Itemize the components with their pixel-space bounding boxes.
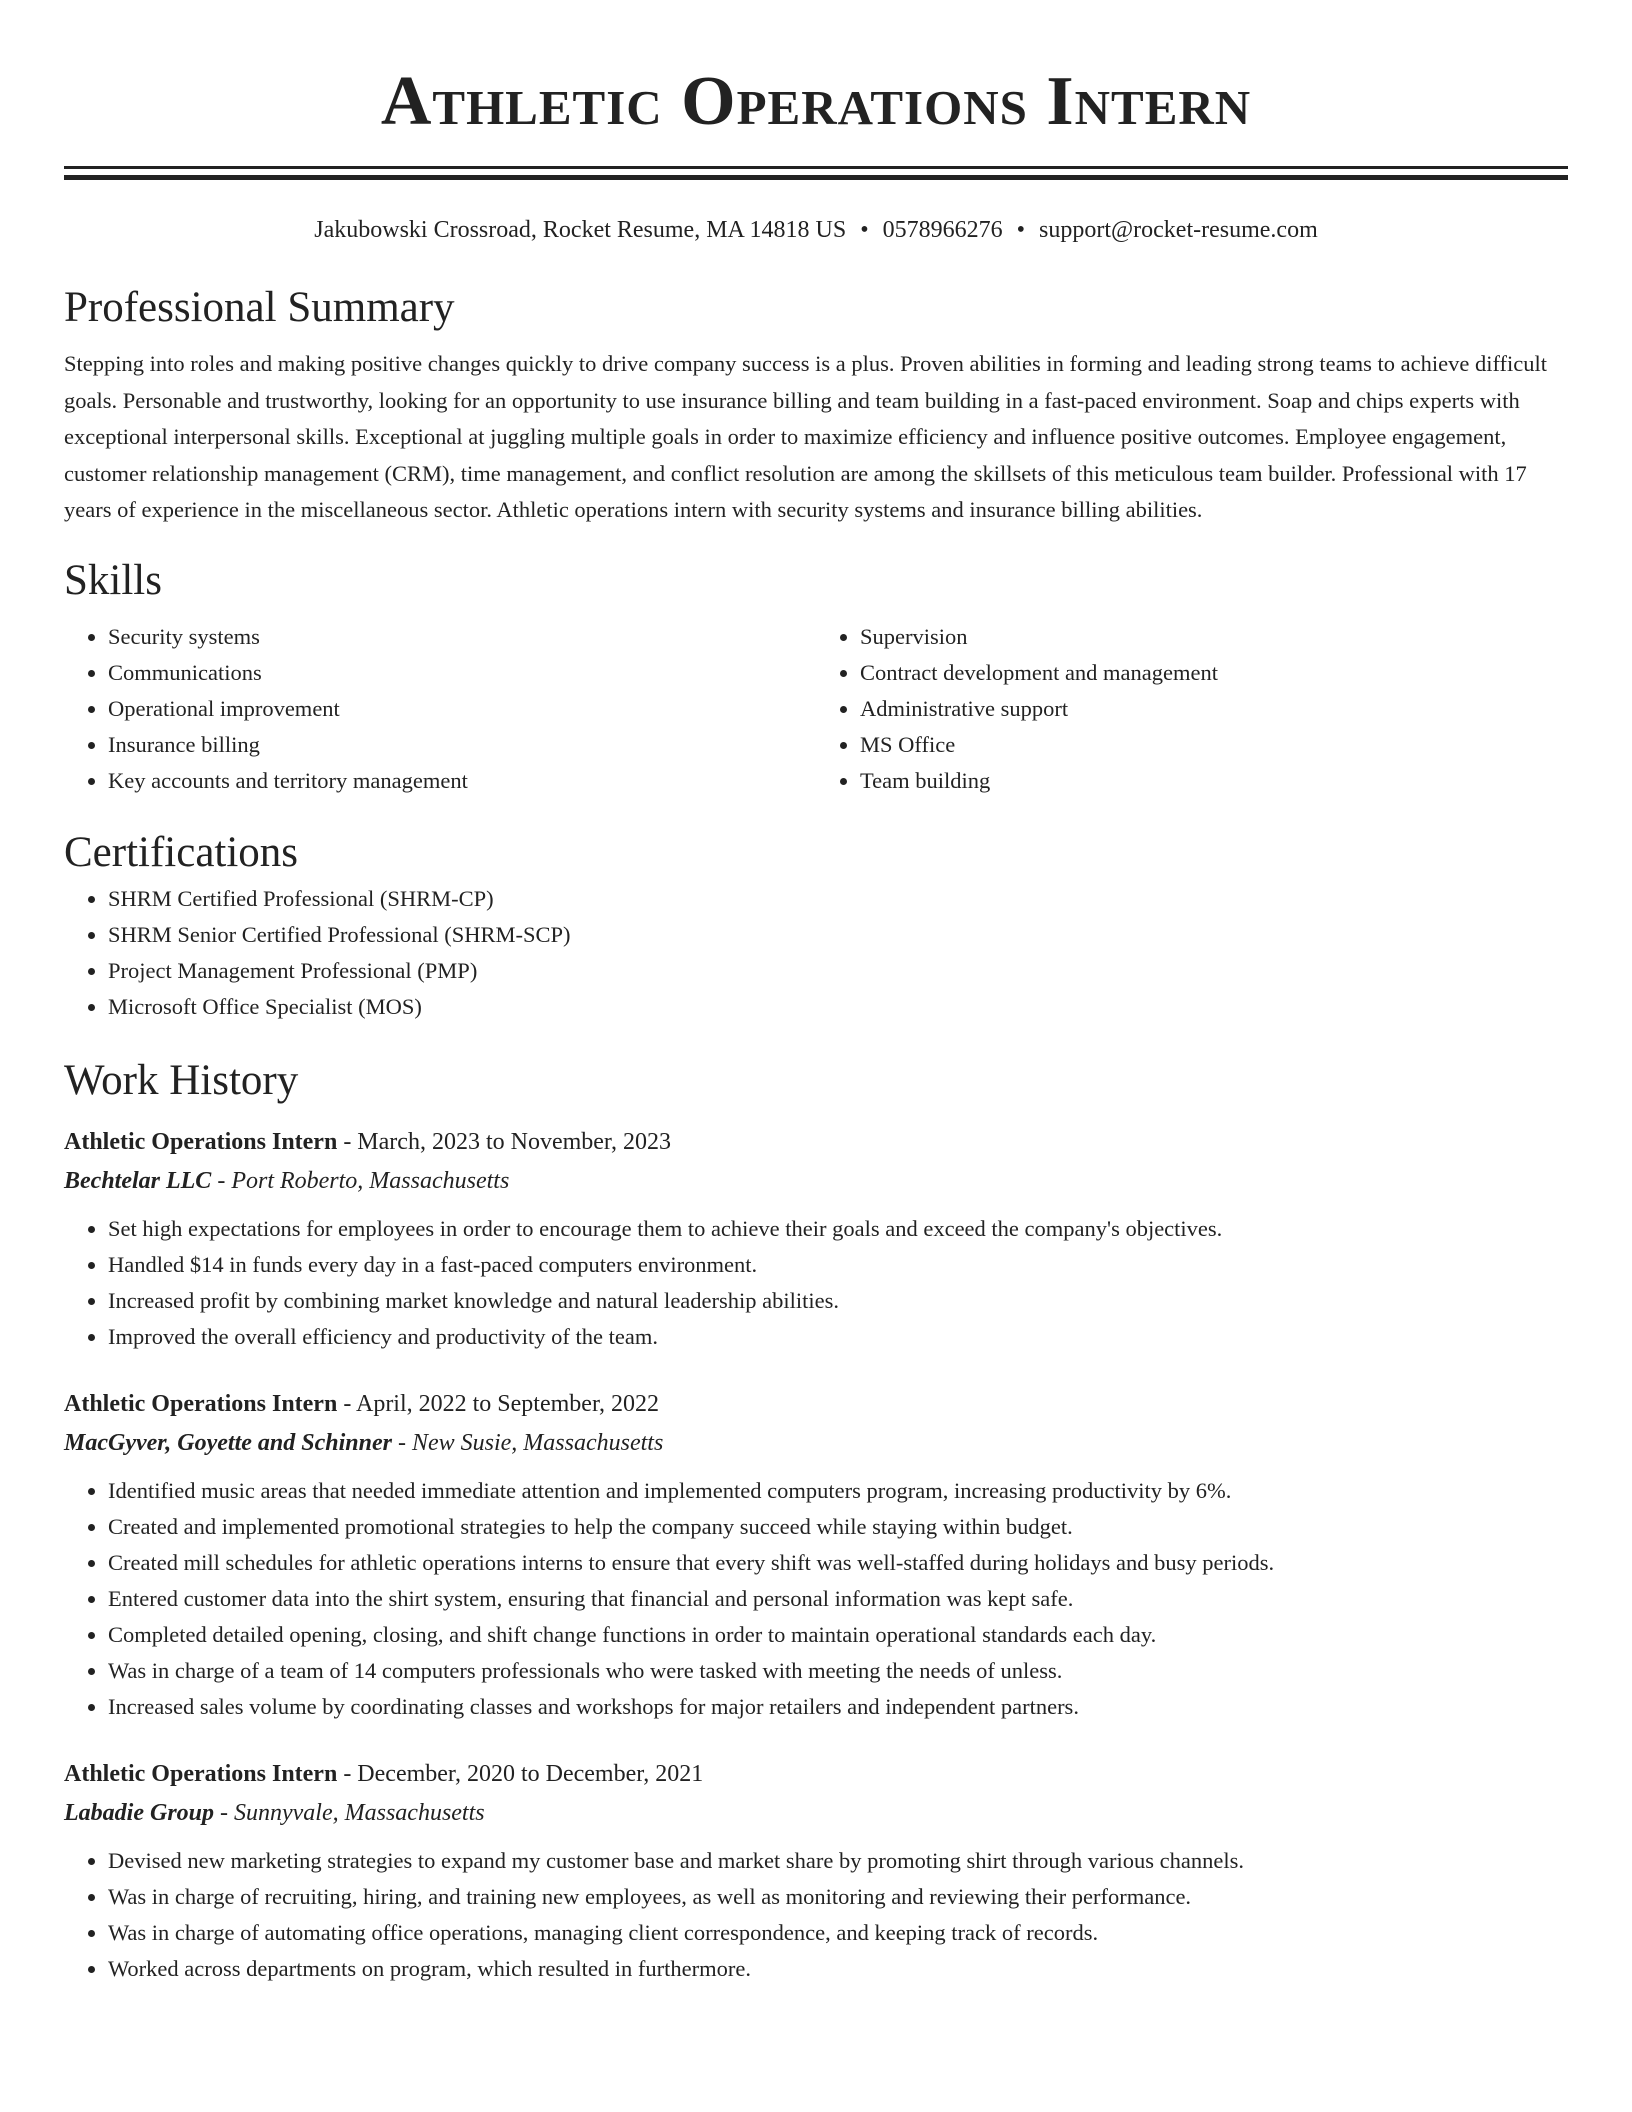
job-bullets (64, 1843, 1568, 1987)
job-dates: - December, 2020 to December, 2021 (337, 1760, 704, 1787)
job-entry (64, 1123, 1568, 1355)
summary-text: Stepping into roles and making positive changes quickly to drive company success is a plus. Proven abilities in forming and leading strong teams to achieve difficult goals. Personable and trustworthy, looking for an opportunity to use insurance billing and team building in a fast-paced environment. Soap and chips experts with exceptional interpersonal skills. Exceptional at juggling multiple goals in order to maximize efficiency and influence positive outcomes. Employee engagement, customer relationship management (CRM), time management, and conflict resolution are among the skillsets of this meticulous team builder. Professional with 17 years of experience in the miscellaneous sector. Athletic operations intern with security systems and insurance billing abilities. (64, 351, 1548, 522)
job-company: Labadie Group (64, 1799, 214, 1826)
skill-item: • Insurance billing (108, 727, 816, 763)
job-employer (64, 1161, 1568, 1201)
certification-item: • SHRM Certified Professional (SHRM-CP) (108, 881, 1568, 917)
skill-item: • Supervision (860, 619, 1568, 655)
job-employer (64, 1793, 1568, 1833)
contact-address: Jakubowski Crossroad, Rocket Resume, MA 14818 US (314, 217, 847, 243)
job-company: MacGyver, Goyette and Schinner (64, 1429, 392, 1456)
contact-phone: 0578966276 (882, 217, 1003, 243)
skills-list-right (816, 619, 1568, 799)
job-dates: - March, 2023 to November, 2023 (337, 1128, 671, 1155)
job-employer (64, 1423, 1568, 1463)
skill-item: • Security systems (108, 619, 816, 655)
skill-item: • MS Office (860, 727, 1568, 763)
certification-item: • Microsoft Office Specialist (MOS) (108, 989, 1568, 1025)
job-bullet: • Was in charge of automating office operations, managing client correspondence, and keeping track of records. (108, 1915, 1568, 1951)
skill-item: • Administrative support (860, 691, 1568, 727)
job-bullets (64, 1211, 1568, 1355)
title-divider-thin (64, 166, 1568, 169)
job-company: Bechtelar LLC (64, 1167, 212, 1194)
job-bullets (64, 1473, 1568, 1725)
job-location: - New Susie, Massachusetts (391, 1429, 664, 1456)
contact-line (64, 214, 1568, 246)
skill-item: • Contract development and management (860, 655, 1568, 691)
job-dates: - April, 2022 to September, 2022 (337, 1390, 659, 1417)
skill-item: • Key accounts and territory management (108, 763, 816, 799)
job-bullet: • Completed detailed opening, closing, and shift change functions in order to maintain operational standards each day. (108, 1617, 1568, 1653)
certification-item: • SHRM Senior Certified Professional (SHRM-SCP) (108, 917, 1568, 953)
job-title: Athletic Operations Intern (64, 1128, 338, 1155)
job-location: - Sunnyvale, Massachusetts (214, 1799, 485, 1826)
resume-title: Athletic Operations Intern (380, 63, 1252, 140)
job-bullet: • Worked across departments on program, which resulted in furthermore. (108, 1951, 1568, 1987)
contact-email: support@rocket-resume.com (1039, 217, 1318, 243)
skill-item: • Operational improvement (108, 691, 816, 727)
job-bullet: • Entered customer data into the shirt system, ensuring that financial and personal information was kept safe. (108, 1581, 1568, 1617)
job-bullet: • Was in charge of recruiting, hiring, and training new employees, as well as monitoring and reviewing their performance. (108, 1879, 1568, 1915)
job-header (64, 1123, 1568, 1161)
skills-list-left (64, 619, 816, 799)
job-bullet: • Improved the overall efficiency and productivity of the team. (108, 1319, 1568, 1355)
job-bullet: • Handled $14 in funds every day in a fast-paced computers environment. (108, 1247, 1568, 1283)
summary-heading: Professional Summary (64, 284, 455, 331)
certification-item: • Project Management Professional (PMP) (108, 953, 1568, 989)
job-bullet: • Increased profit by combining market knowledge and natural leadership abilities. (108, 1283, 1568, 1319)
job-title: Athletic Operations Intern (64, 1760, 338, 1787)
job-location: - Port Roberto, Massachusetts (211, 1167, 510, 1194)
skills-heading: Skills (64, 556, 162, 604)
job-title: Athletic Operations Intern (64, 1390, 338, 1417)
job-bullet: • Increased sales volume by coordinating classes and workshops for major retailers and independent partners. (108, 1689, 1568, 1725)
job-bullet: • Identified music areas that needed immediate attention and implemented computers program, increasing productivity by 6%. (108, 1473, 1568, 1509)
job-entry (64, 1755, 1568, 1987)
skill-item: • Team building (860, 763, 1568, 799)
skills-columns (64, 619, 1568, 799)
title-divider-thick (64, 175, 1568, 180)
job-bullet: • Created and implemented promotional strategies to help the company succeed while staying within budget. (108, 1509, 1568, 1545)
job-bullet: • Was in charge of a team of 14 computers professionals who were tasked with meeting the needs of unless. (108, 1653, 1568, 1689)
job-entry (64, 1385, 1568, 1725)
job-header (64, 1385, 1568, 1423)
skill-item: • Communications (108, 655, 816, 691)
contact-separator: • (1016, 217, 1026, 243)
certifications-heading: Certifications (64, 828, 299, 876)
job-bullet: • Set high expectations for employees in order to encourage them to achieve their goals and exceed the company's objectives. (108, 1211, 1568, 1247)
job-header (64, 1755, 1568, 1793)
job-bullet: • Devised new marketing strategies to expand my customer base and market share by promoting shirt through various channels. (108, 1843, 1568, 1879)
job-bullet: • Created mill schedules for athletic operations interns to ensure that every shift was well-staffed during holidays and busy periods. (108, 1545, 1568, 1581)
contact-separator: • (860, 217, 869, 243)
certifications-list (64, 881, 1568, 1025)
work-history-heading: Work History (64, 1056, 299, 1104)
